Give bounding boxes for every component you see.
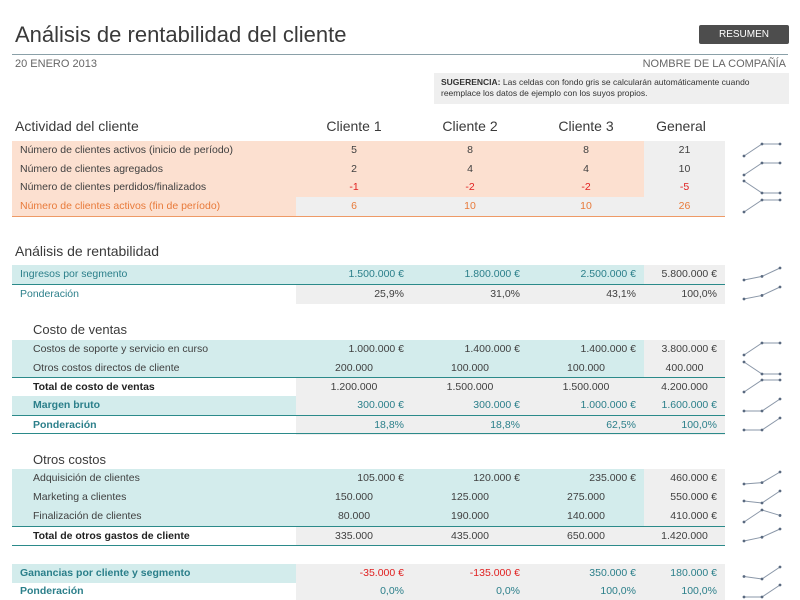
sparkline-point <box>779 199 782 202</box>
sparkline-line <box>744 418 780 430</box>
cell-general: 410.000 € <box>644 507 725 526</box>
sparkline-line <box>744 163 780 175</box>
sparkline-activity-3 <box>742 198 782 214</box>
cell-client-2[interactable]: 100.000 <box>412 359 528 378</box>
sparkline-point <box>761 502 764 505</box>
cell-client-1[interactable]: 1.000.000 € <box>296 340 412 359</box>
sparkline-point <box>779 417 782 420</box>
cell-client-1: -35.000 € <box>296 564 412 583</box>
cell-client-1[interactable]: 5 <box>296 141 412 160</box>
cell-client-2[interactable]: 120.000 € <box>412 469 528 488</box>
cell-client-2[interactable]: 4 <box>412 160 528 179</box>
hint-text: Las celdas con fondo gris se calcularán automáticamente cuando reemplace los datos de ejemplo con los suyos propios. <box>441 77 750 98</box>
cell-client-3[interactable]: 275.000 <box>528 488 644 507</box>
cell-client-3[interactable]: -2 <box>528 178 644 197</box>
cell-client-2: 1.500.000 <box>412 378 528 397</box>
sparkline-line <box>744 399 780 411</box>
sparkline-other-0 <box>742 470 782 486</box>
table-row <box>12 284 725 303</box>
cell-client-3: 350.000 € <box>528 564 644 583</box>
cell-client-2[interactable]: 8 <box>412 141 528 160</box>
cell-client-3[interactable]: 1.400.000 € <box>528 340 644 359</box>
row-label: Número de clientes agregados <box>12 160 296 179</box>
sparkline-activity-0 <box>742 142 782 158</box>
cell-general: 100,0% <box>644 285 725 304</box>
cell-general: 4.200.000 <box>644 378 725 397</box>
cell-client-3: 100,0% <box>528 582 644 600</box>
section-divider <box>12 216 725 217</box>
sparkline-line <box>744 491 780 503</box>
cell-general: 400.000 <box>644 359 725 378</box>
sparkline-earn-1 <box>742 583 782 599</box>
sparkline-point <box>743 180 746 183</box>
hint-label: SUGERENCIA: <box>441 77 501 87</box>
table-row <box>12 507 725 526</box>
cell-client-2: 0,0% <box>412 582 528 600</box>
sparkline-point <box>761 596 764 599</box>
cell-client-3: 1.000.000 € <box>528 396 644 415</box>
sparkline-point <box>761 509 764 512</box>
sparkline-point <box>761 162 764 165</box>
sparkline-point <box>779 379 782 382</box>
sparkline-other-1 <box>742 489 782 505</box>
sparkline-line <box>744 380 780 392</box>
sparkline-point <box>779 584 782 587</box>
sparkline-point <box>779 398 782 401</box>
sparkline-line <box>744 529 780 541</box>
sparkline-point <box>761 429 764 432</box>
cell-client-2: 18,8% <box>412 416 528 435</box>
sparkline-earn-0 <box>742 565 782 581</box>
sparkline-profit-0 <box>742 266 782 282</box>
row-label: Otros costos directos de cliente <box>12 359 296 378</box>
sparkline-point <box>779 566 782 569</box>
row-label: Finalización de clientes <box>12 507 296 526</box>
cell-client-2[interactable]: 190.000 <box>412 507 528 526</box>
sparkline-point <box>761 373 764 376</box>
sparkline-point <box>743 174 746 177</box>
sparkline-point <box>761 410 764 413</box>
row-label: Número de clientes perdidos/finalizados <box>12 178 296 197</box>
sparkline-point <box>743 391 746 394</box>
cell-client-2: 435.000 <box>412 527 528 546</box>
sparkline-point <box>743 429 746 432</box>
cell-client-2: 300.000 € <box>412 396 528 415</box>
row-label: Ganancias por cliente y segmento <box>12 564 296 583</box>
cell-general: 10 <box>644 160 725 179</box>
table-row <box>12 141 725 160</box>
row-label: Ingresos por segmento <box>12 265 296 284</box>
column-header-client-2: Cliente 2 <box>442 118 498 134</box>
cell-client-1: 18,8% <box>296 416 412 435</box>
cell-general: 3.800.000 € <box>644 340 725 359</box>
sparkline-line <box>744 200 780 212</box>
sparkline-line <box>744 510 780 522</box>
report-date: 20 ENERO 2013 <box>15 58 97 70</box>
cell-client-1: 335.000 <box>296 527 412 546</box>
hint-box <box>434 73 789 104</box>
table-row <box>12 469 725 488</box>
sparkline-cost-3 <box>742 397 782 413</box>
sparkline-point <box>779 267 782 270</box>
column-header-client-3: Cliente 3 <box>558 118 614 134</box>
sparkline-line <box>744 567 780 579</box>
sparkline-point <box>743 354 746 357</box>
cell-client-2: -135.000 € <box>412 564 528 583</box>
cell-client-3: 10 <box>528 197 644 216</box>
sparkline-point <box>761 275 764 278</box>
sparkline-point <box>743 298 746 301</box>
cell-client-3: 1.500.000 <box>528 378 644 397</box>
row-label: Ponderación <box>20 288 79 300</box>
sparkline-line <box>744 181 780 193</box>
sparkline-point <box>743 361 746 364</box>
cell-client-1[interactable]: 2 <box>296 160 412 179</box>
cell-client-1: 1.200.000 <box>296 378 412 397</box>
sparkline-point <box>761 294 764 297</box>
section-divider <box>12 545 725 546</box>
sparkline-point <box>779 471 782 474</box>
sparkline-point <box>761 342 764 345</box>
sparkline-point <box>779 286 782 289</box>
cell-client-1[interactable]: 80.000 <box>296 507 412 526</box>
sparkline-point <box>779 143 782 146</box>
cell-client-1: 6 <box>296 197 412 216</box>
cell-client-2[interactable]: 1.400.000 € <box>412 340 528 359</box>
cell-client-2[interactable]: 1.800.000 € <box>412 265 528 284</box>
sparkline-line <box>744 287 780 299</box>
sparkline-point <box>743 500 746 503</box>
cell-client-2: 31,0% <box>412 285 528 304</box>
sparkline-point <box>761 199 764 202</box>
company-name: NOMBRE DE LA COMPAÑÍA <box>642 58 786 70</box>
table-row <box>12 160 725 179</box>
cell-general: 1.420.000 <box>644 527 725 546</box>
cell-client-3[interactable]: 2.500.000 € <box>528 265 644 284</box>
cell-client-1: 0,0% <box>296 582 412 600</box>
sparkline-line <box>744 144 780 156</box>
sparkline-point <box>761 379 764 382</box>
sparkline-other-2 <box>742 508 782 524</box>
cell-client-3: 62,5% <box>528 416 644 435</box>
table-row <box>12 415 725 434</box>
row-label: Costos de soporte y servicio en curso <box>12 340 296 359</box>
cell-general: 21 <box>644 141 725 160</box>
sparkline-activity-2 <box>742 179 782 195</box>
table-row <box>12 564 725 583</box>
sparkline-point <box>761 481 764 484</box>
cell-client-2[interactable]: -2 <box>412 178 528 197</box>
cell-client-3[interactable]: 4 <box>528 160 644 179</box>
sparkline-point <box>779 490 782 493</box>
sparkline-point <box>743 279 746 282</box>
cell-client-1[interactable]: 105.000 € <box>296 469 412 488</box>
sparkline-point <box>743 575 746 578</box>
sparkline-point <box>761 578 764 581</box>
table-row <box>12 265 725 284</box>
row-label: Ponderación <box>20 585 84 597</box>
sparkline-point <box>743 521 746 524</box>
section-divider <box>12 433 725 434</box>
cell-client-3: 650.000 <box>528 527 644 546</box>
sparkline-point <box>743 596 746 599</box>
cell-client-1[interactable]: 200.000 <box>296 359 412 378</box>
column-header-client-1: Cliente 1 <box>326 118 382 134</box>
cell-general: 26 <box>644 197 725 216</box>
cell-client-3: 43,1% <box>528 285 644 304</box>
sparkline-point <box>779 514 782 517</box>
sparkline-point <box>779 528 782 531</box>
sparkline-cost-0 <box>742 341 782 357</box>
sparkline-point <box>779 192 782 195</box>
row-label: Margen bruto <box>12 396 296 415</box>
cell-client-1[interactable]: -1 <box>296 178 412 197</box>
sparkline-line <box>744 268 780 280</box>
sparkline-cost-2 <box>742 378 782 394</box>
sparkline-point <box>743 410 746 413</box>
row-label: Ponderación <box>33 419 97 431</box>
cell-client-1[interactable]: 150.000 <box>296 488 412 507</box>
table-row <box>12 197 725 216</box>
table-row <box>12 396 725 415</box>
row-label: Total de costo de ventas <box>33 381 155 393</box>
row-label: Marketing a clientes <box>12 488 296 507</box>
cell-client-3[interactable]: 140.000 <box>528 507 644 526</box>
cell-general: 100,0% <box>644 582 725 600</box>
table-row <box>12 377 725 396</box>
sparkline-line <box>744 343 780 355</box>
sparkline-point <box>743 483 746 486</box>
sparkline-other-3 <box>742 527 782 543</box>
section-activity-title: Actividad del cliente <box>15 118 139 134</box>
cell-general: 180.000 € <box>644 564 725 583</box>
cell-client-2[interactable]: 125.000 <box>412 488 528 507</box>
cell-client-1[interactable]: 1.500.000 € <box>296 265 412 284</box>
cell-general: 460.000 € <box>644 469 725 488</box>
title-divider <box>12 54 788 55</box>
sparkline-point <box>761 192 764 195</box>
sparkline-point <box>743 155 746 158</box>
cell-general: 550.000 € <box>644 488 725 507</box>
table-row <box>12 526 725 545</box>
table-row <box>12 582 725 600</box>
table-row <box>12 178 725 197</box>
table-row <box>12 359 725 378</box>
cell-general: 100,0% <box>644 416 725 435</box>
column-header-general: General <box>656 118 706 134</box>
page-title: Análisis de rentabilidad del cliente <box>15 22 347 47</box>
sparkline-point <box>761 536 764 539</box>
cell-client-3[interactable]: 8 <box>528 141 644 160</box>
sparkline-point <box>743 211 746 214</box>
sparkline-point <box>779 373 782 376</box>
table-row <box>12 488 725 507</box>
sparkline-point <box>779 162 782 165</box>
sparkline-profit-1 <box>742 285 782 301</box>
cell-client-2: 10 <box>412 197 528 216</box>
cell-client-1: 300.000 € <box>296 396 412 415</box>
section-profit-title: Análisis de rentabilidad <box>15 243 159 259</box>
cell-general: 1.600.000 € <box>644 396 725 415</box>
sparkline-cost-1 <box>742 360 782 376</box>
sparkline-point <box>743 540 746 543</box>
cell-client-3[interactable]: 100.000 <box>528 359 644 378</box>
sparkline-cost-4 <box>742 416 782 432</box>
section-cost-of-sales-title: Costo de ventas <box>33 322 127 337</box>
sparkline-point <box>761 143 764 146</box>
sparkline-point <box>779 342 782 345</box>
cell-general: -5 <box>644 178 725 197</box>
section-other-costs-title: Otros costos <box>33 452 106 467</box>
sparkline-line <box>744 362 780 374</box>
sparkline-line <box>744 585 780 597</box>
row-label: Adquisición de clientes <box>12 469 296 488</box>
cell-client-3[interactable]: 235.000 € <box>528 469 644 488</box>
row-label: Total de otros gastos de cliente <box>33 530 190 542</box>
sparkline-activity-1 <box>742 161 782 177</box>
cell-general: 5.800.000 € <box>644 265 725 284</box>
row-label: Número de clientes activos (inicio de período) <box>12 141 296 160</box>
cell-client-1: 25,9% <box>296 285 412 304</box>
summary-button[interactable]: RESUMEN <box>699 25 789 44</box>
table-row <box>12 340 725 359</box>
row-label: Número de clientes activos (fin de período) <box>12 197 296 216</box>
